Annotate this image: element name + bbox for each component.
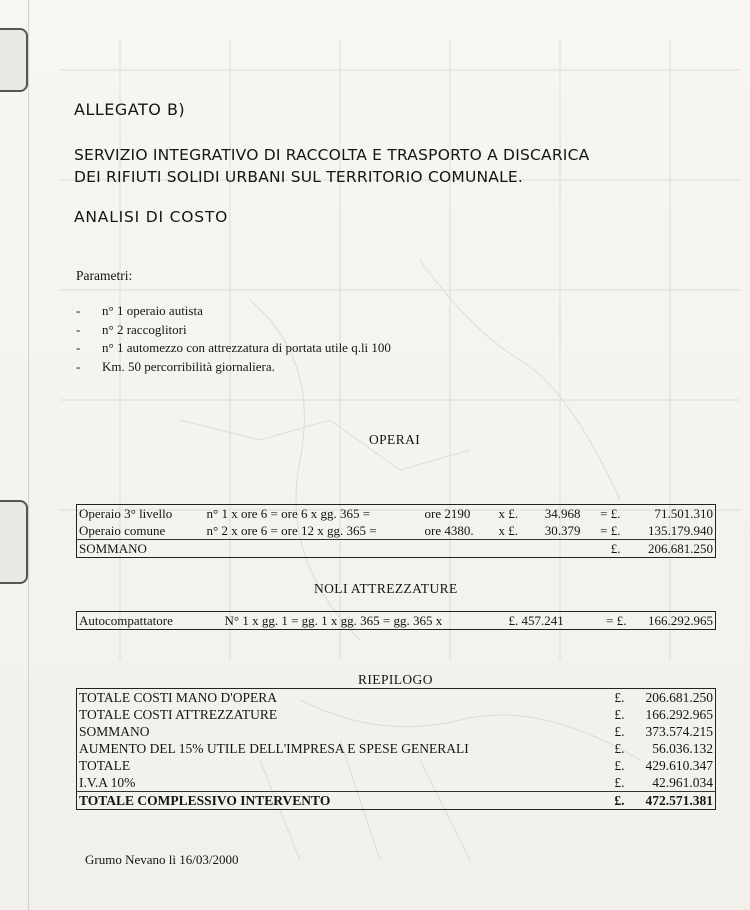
cell-calcolo: N° 1 x gg. 1 = gg. 1 x gg. 365 = gg. 365 x xyxy=(224,613,443,628)
cell-label: TOTALE COSTI ATTREZZATURE xyxy=(79,707,278,722)
cell-total-importo: 472.571.381 xyxy=(627,792,716,810)
cell-voce: Operaio 3° livello xyxy=(79,506,173,521)
cell-label: I.V.A 10% xyxy=(79,775,136,790)
cell-tariffa: £. 457.241 xyxy=(508,613,564,628)
cell-per: x £. xyxy=(498,523,518,538)
document-title-line-2: DEI RIFIUTI SOLIDI URBANI SUL TERRITORIO COMUNALE. xyxy=(74,168,524,186)
cell-importo: 166.292.965 xyxy=(645,707,713,722)
cell-valuta: £. xyxy=(614,707,625,722)
cell-importo: 42.961.034 xyxy=(652,775,713,790)
parameter-item: - n° 1 operaio autista xyxy=(76,302,391,321)
workers-cost-table xyxy=(76,504,716,558)
cell-valuta: £. xyxy=(614,690,625,705)
cell-tariffa: 34.968 xyxy=(544,506,581,521)
table-row xyxy=(77,689,716,707)
binder-clip-middle xyxy=(0,500,28,584)
table-total-row xyxy=(77,540,716,558)
place-and-date: Grumo Nevano lì 16/03/2000 xyxy=(85,852,239,867)
cell-tariffa: 30.379 xyxy=(544,523,581,538)
parameters-list xyxy=(76,302,391,376)
binder-clip-top xyxy=(0,28,28,92)
cell-importo: 206.681.250 xyxy=(645,690,713,705)
equipment-cost-table xyxy=(76,611,716,630)
cell-valuta: £. xyxy=(614,758,625,773)
attachment-label: ALLEGATO B) xyxy=(74,100,186,119)
section-title-noli: NOLI ATTREZZATURE xyxy=(314,581,458,596)
cell-ore: ore 2190 xyxy=(424,506,471,521)
table-row xyxy=(77,612,716,630)
cell-total-label: SOMMANO xyxy=(77,540,583,558)
table-row xyxy=(77,522,716,540)
cell-ore: ore 4380. xyxy=(424,523,474,538)
cell-calcolo: n° 2 x ore 6 = ore 12 x gg. 365 = xyxy=(206,523,377,538)
cell-total-label: TOTALE COMPLESSIVO INTERVENTO xyxy=(77,792,597,810)
section-title-operai: OPERAI xyxy=(369,432,421,447)
table-row xyxy=(77,723,716,740)
summary-table xyxy=(76,688,716,810)
cell-per: x £. xyxy=(498,506,518,521)
table-row xyxy=(77,505,716,523)
cell-valuta: £. xyxy=(614,775,625,790)
cell-total-valuta: £. xyxy=(597,792,627,810)
cell-valuta: £. xyxy=(614,724,625,739)
cell-calcolo: n° 1 x ore 6 = ore 6 x gg. 365 = xyxy=(206,506,371,521)
cell-importo: 56.036.132 xyxy=(652,741,713,756)
cell-importo: 135.179.940 xyxy=(648,523,713,538)
parameters-label: Parametri: xyxy=(76,268,133,283)
cell-total-importo: 206.681.250 xyxy=(623,540,716,558)
cell-importo: 373.574.215 xyxy=(645,724,713,739)
table-row xyxy=(77,774,716,792)
cell-voce: Autocompattatore xyxy=(79,613,173,628)
cell-total-valuta: £. xyxy=(583,540,623,558)
parameter-item: - n° 2 raccoglitori xyxy=(76,321,391,340)
document-subtitle: ANALISI DI COSTO xyxy=(74,208,229,226)
page-binding-edge xyxy=(0,0,29,910)
cell-valuta: £. xyxy=(614,741,625,756)
cell-eq: = £. xyxy=(606,613,627,628)
cell-importo: 166.292.965 xyxy=(648,613,713,628)
section-title-riepilogo: RIEPILOGO xyxy=(358,672,433,687)
cell-label: AUMENTO DEL 15% UTILE DELL'IMPRESA E SPESE GENERALI xyxy=(79,741,469,756)
cell-eq: = £. xyxy=(600,506,621,521)
table-row xyxy=(77,740,716,757)
parameter-item: - Km. 50 percorribilità giornaliera. xyxy=(76,358,391,377)
document-title xyxy=(74,144,589,188)
table-total-row xyxy=(77,792,716,810)
cell-eq: = £. xyxy=(600,523,621,538)
cell-label: TOTALE xyxy=(79,758,131,773)
cell-label: TOTALE COSTI MANO D'OPERA xyxy=(79,690,277,705)
table-row xyxy=(77,706,716,723)
cell-voce: Operaio comune xyxy=(79,523,166,538)
cell-importo: 429.610.347 xyxy=(645,758,713,773)
cell-label: SOMMANO xyxy=(79,724,150,739)
document-title-line-1: SERVIZIO INTEGRATIVO DI RACCOLTA E TRASPORTO A DISCARICA xyxy=(74,146,590,164)
table-row xyxy=(77,757,716,774)
cell-importo: 71.501.310 xyxy=(654,506,713,521)
parameter-item: - n° 1 automezzo con attrezzatura di portata utile q.li 100 xyxy=(76,339,391,358)
